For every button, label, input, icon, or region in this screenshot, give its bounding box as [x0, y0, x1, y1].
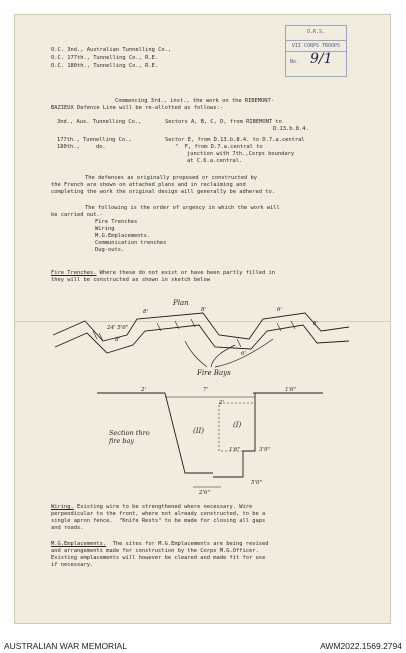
stamp-line-3: No.: [290, 59, 300, 65]
plan-bay-length-label: 24' 5'6": [107, 325, 129, 331]
para3-line-1: The following is the order of urgency in which the work will: [85, 205, 280, 211]
section-label-line-2: fire bay: [109, 437, 135, 445]
fire-trenches-line-2: they will be constructed as shown in sketch below: [51, 277, 211, 283]
section-dim-16-top: 1'6": [285, 387, 297, 393]
addressee-2: O.C. 177th., Tunnelling Co., R.E.: [51, 55, 159, 61]
section-trench-left-wall: [165, 393, 213, 473]
wiring-text-1: Existing wire to be strengthened where necessary. Wire: [73, 504, 253, 510]
order-item-4: Communication trenches: [95, 240, 167, 246]
addressee-1: O.C. 3nd., Australian Tunnelling Co.,: [51, 47, 172, 53]
mg-line-3: Existing emplacements will however be cleared and made fit for use: [51, 555, 266, 561]
document-page: [14, 14, 391, 624]
allot-sector-3: " F, from D.7.a.central to: [175, 144, 263, 150]
stamp-number: 9/1: [310, 51, 333, 67]
section-label-line-1: Section thro: [109, 429, 150, 437]
para2-line-1: The defences as originally proposed or constructed by: [85, 175, 258, 181]
section-dim-16-step: 1'6": [229, 447, 241, 453]
allot-unit-2: 177th., Tunnelling Co.,: [57, 137, 132, 143]
plan-trench-rear: [55, 325, 349, 353]
section-dim-2: 2': [219, 400, 225, 406]
order-item-2: Wiring: [95, 226, 115, 232]
fire-trenches-line-1: [51, 270, 275, 277]
mg-text-1: The sites for M.G.Emplacements are being revised: [106, 541, 269, 547]
allot-sector-1: Sectors A, B, C, D, from RIBEMONT to: [165, 119, 282, 125]
allot-sector-3c: at C.6.a.central.: [187, 158, 243, 164]
para1-line-1: Commencing 3rd., inst., the work on the RIBEMONT-: [115, 98, 275, 104]
wiring-line-2: perpendicular to the front, where not already constructed, to be a: [51, 511, 266, 517]
section-dim-26-label: 2'6": [199, 490, 211, 496]
allot-unit-1: 3nd., Aus. Tunnelling Co.,: [57, 119, 142, 125]
section-roman-1: (I): [233, 421, 242, 429]
section-dim-50: 5'0": [251, 480, 263, 486]
para2-line-2: the French are shown on attached plans and in reclaiming and: [51, 182, 246, 188]
section-dim-2-left: 2': [141, 387, 147, 393]
plan-dim-3: 8': [115, 337, 121, 343]
plan-dim-2: 8': [201, 307, 207, 313]
archive-footer: [0, 638, 406, 653]
plan-dim-1: 8': [143, 309, 149, 315]
section-roman-2: (II): [193, 427, 204, 435]
wiring-line-1: [51, 504, 252, 511]
orderly-room-stamp: [285, 25, 347, 77]
trench-sketch: [15, 283, 391, 503]
plan-dim-6: 6': [241, 351, 247, 357]
section-dim-39: 3'9": [259, 447, 271, 453]
stamp-line-1: O.R.S.: [306, 29, 326, 35]
para2-line-3: completing the work the original design will generally be adhered to.: [51, 189, 275, 195]
mg-heading: M.G.Emplacements.: [51, 541, 107, 547]
allot-sector-2: Sector E, from D.13.b.8.4. to D.7.a.central: [165, 137, 305, 143]
wiring-heading: Wiring.: [51, 504, 74, 510]
allot-sector-1b: D.13.b.8.4.: [273, 126, 309, 132]
plan-dim-5: 6': [277, 307, 283, 313]
para3-line-2: be carried out.-: [51, 212, 103, 218]
fire-bays-label: Fire Bays: [197, 369, 231, 377]
addressee-3: O.C. 180th., Tunnelling Co., R.E.: [51, 63, 159, 69]
plan-dim-4: 8': [313, 321, 319, 327]
mg-line-4: if necessary.: [51, 562, 94, 568]
stamp-line-2: VII CORPS TROOPS: [286, 40, 346, 52]
plan-label: Plan: [173, 299, 189, 307]
wiring-line-4: and roads.: [51, 525, 84, 531]
fire-bay-pointers: [185, 339, 273, 367]
allot-sector-3b: junction with 7th.,Corps boundary: [187, 151, 295, 157]
para1-line-2: BAZIEUX Defence Line will be re-allotted as follows:-: [51, 105, 224, 111]
footer-institution: AUSTRALIAN WAR MEMORIAL: [4, 641, 127, 651]
mg-line-2: and arrangements made for construction by the Corps M.G.Officer.: [51, 548, 259, 554]
section-dim-7: 7': [203, 387, 209, 393]
allot-unit-3: 180th., do.: [57, 144, 106, 150]
wiring-line-3: single apron fence. "Knife Rests" to be made for closing all gaps: [51, 518, 266, 524]
order-item-3: M.G.Emplacements.: [95, 233, 151, 239]
footer-accession-number: AWM2022.1569.2794: [320, 641, 402, 651]
order-item-5: Dug-outs.: [95, 247, 125, 253]
fire-trenches-text-1: Where these do not exist or have been partly filled in: [96, 270, 275, 276]
fire-trenches-heading: Fire Trenches.: [51, 270, 97, 276]
mg-line-1: [51, 541, 268, 548]
order-item-1: Fire Trenches: [95, 219, 138, 225]
